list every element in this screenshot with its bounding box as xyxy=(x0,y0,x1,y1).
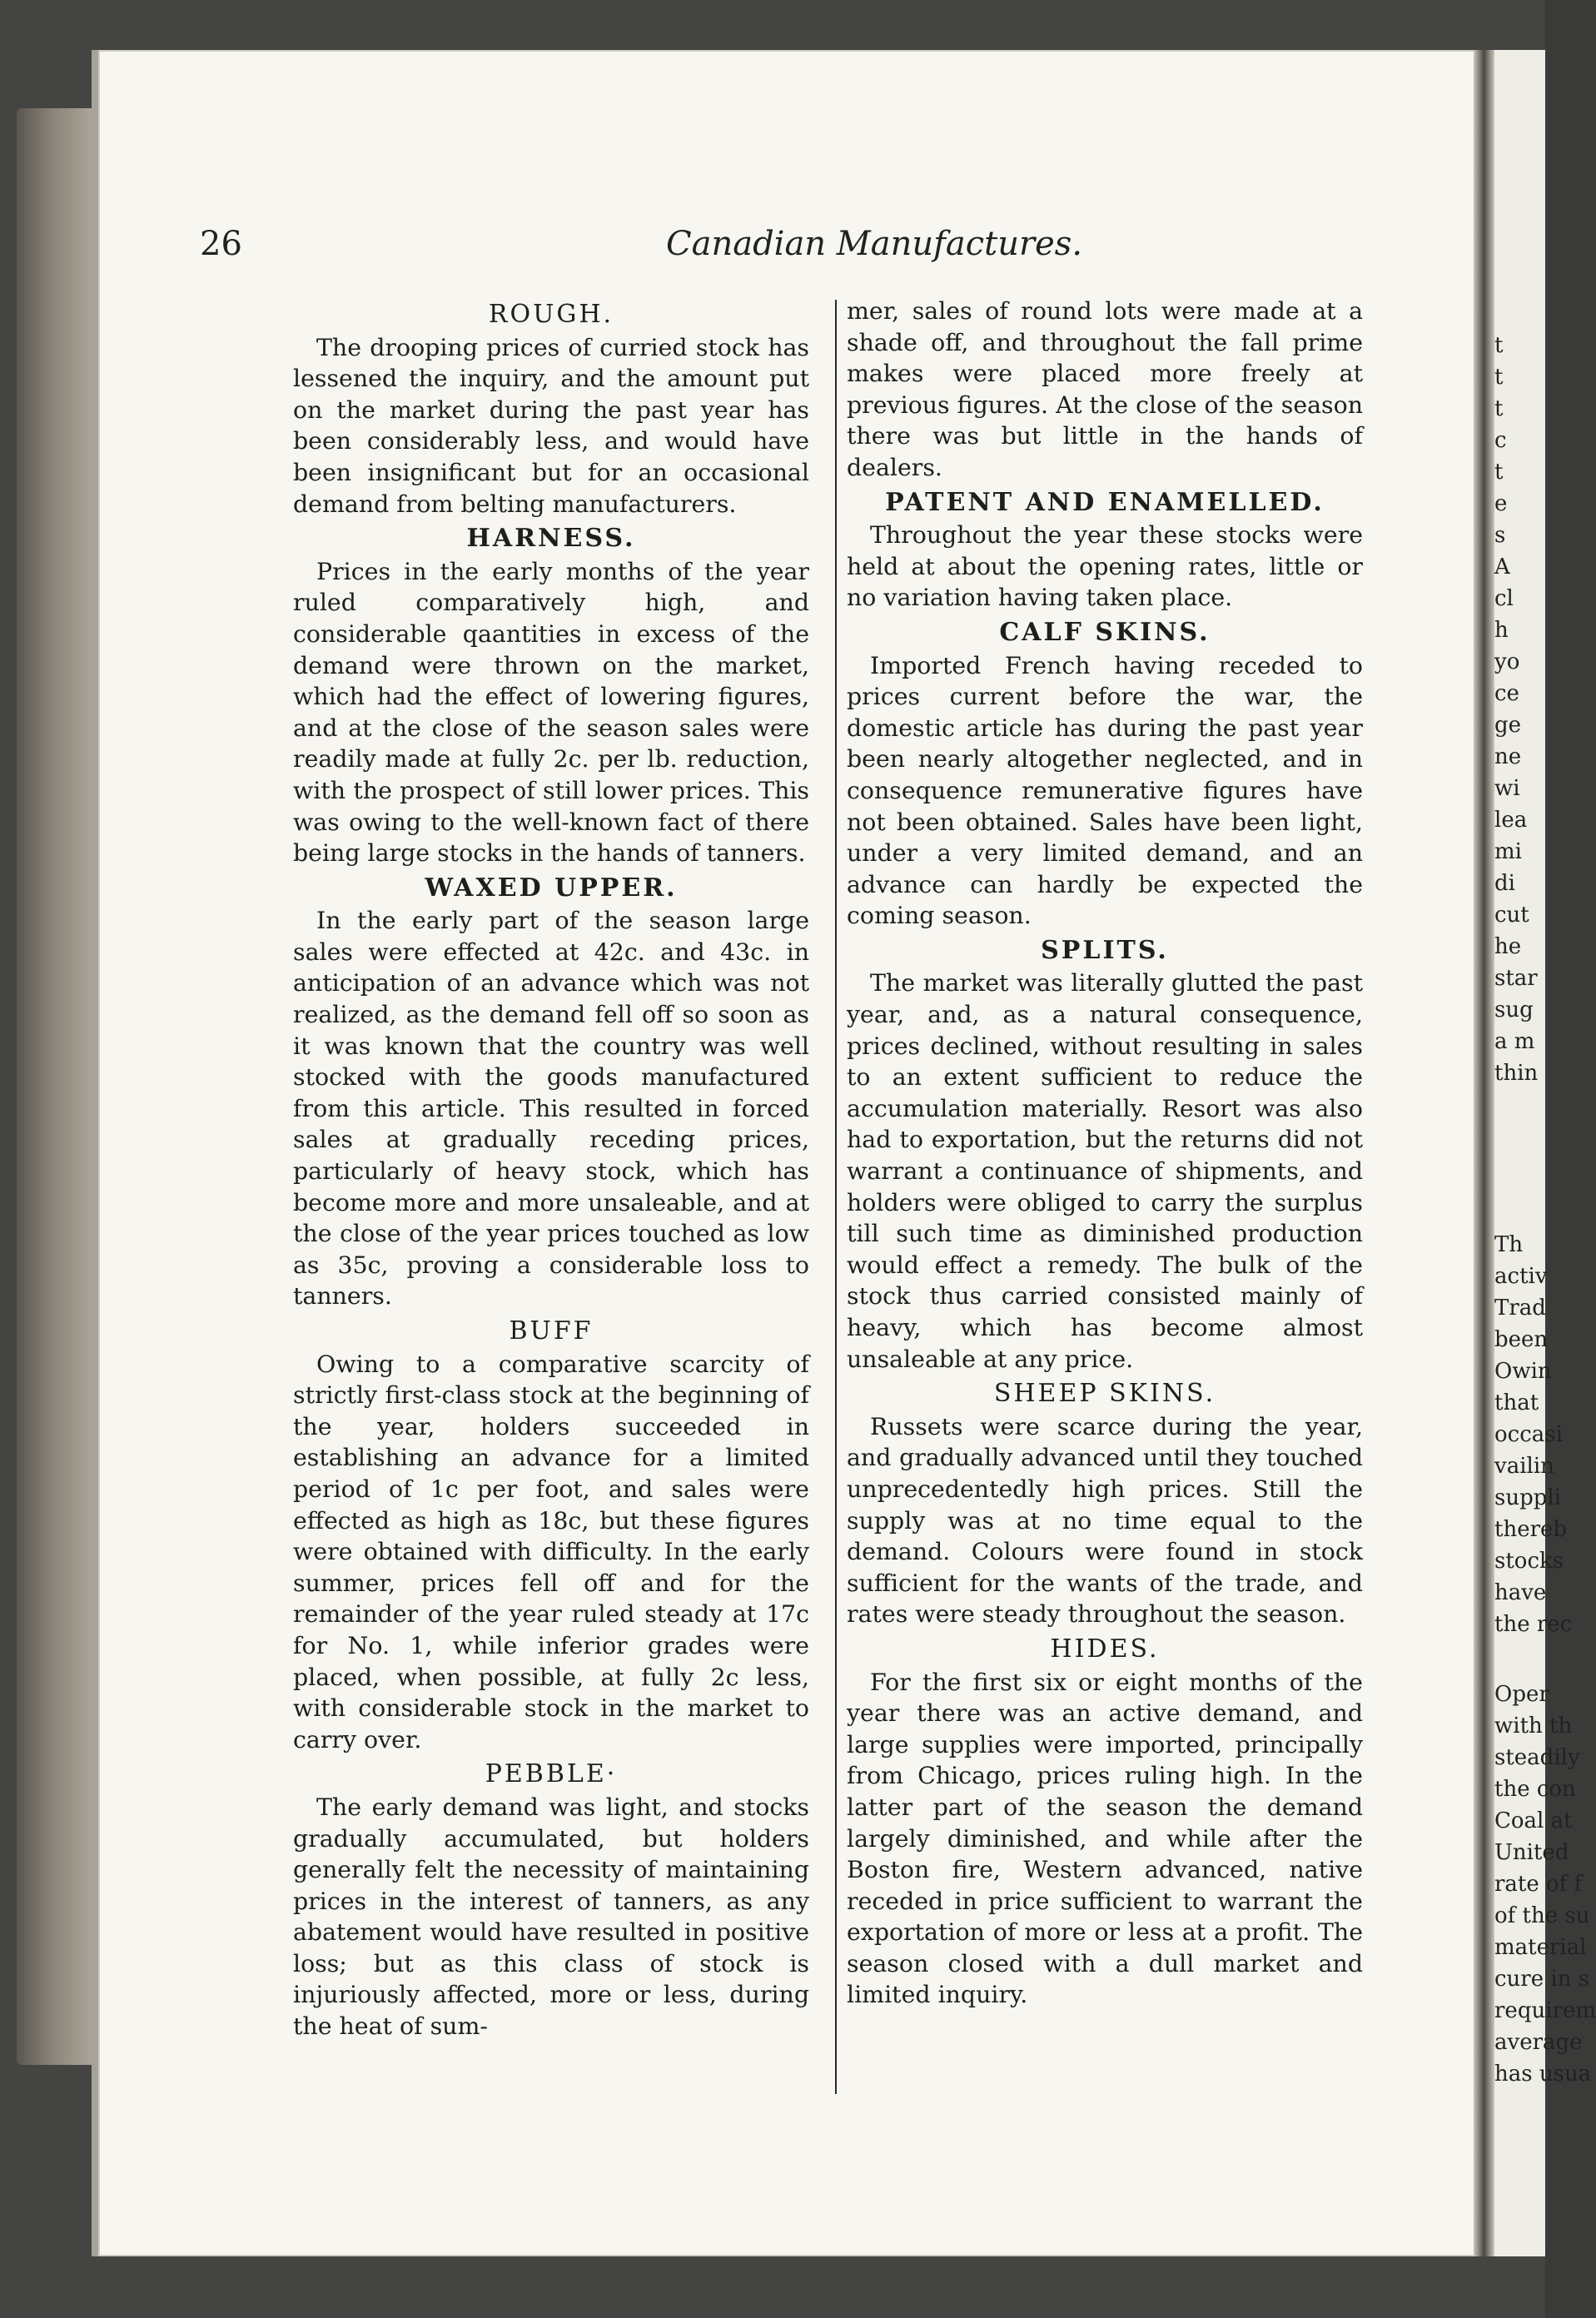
facing-page-text-fragment: e xyxy=(1494,491,1508,516)
facing-page-text-fragment: Oper xyxy=(1494,1682,1549,1707)
section-heading-patent: PATENT AND ENAMELLED. xyxy=(885,487,1325,517)
facing-page-text-fragment: requirem xyxy=(1494,1998,1596,2023)
facing-page-text-fragment: Owin xyxy=(1494,1359,1552,1384)
book-gutter xyxy=(1474,50,1494,2256)
facing-page-text-fragment: United xyxy=(1494,1840,1569,1865)
page-header xyxy=(200,225,1083,275)
facing-page-text-fragment: c xyxy=(1494,428,1507,453)
facing-page-text-fragment: the con xyxy=(1494,1777,1576,1802)
paragraph-pebble-continued: mer, sales of round lots were made at a shade off, and throughout the fall prime makes were placed more freely at previous figures. At the close of the season there was but little in the hands of dealers. xyxy=(847,297,1363,481)
paragraph-sheep-skins: Russets were scarce during the year, and gradually advanced until they touched unprecedentedly high prices. Still the supply was at no time equal to the demand. Colours were found in stock sufficient for the wants of the trade, and rates were steady throughout the season. xyxy=(847,1412,1363,1629)
running-title: Canadian Manufactures. xyxy=(666,225,1083,263)
facing-page-text-fragment: ge xyxy=(1494,713,1522,738)
facing-page-text-fragment: average xyxy=(1494,2030,1583,2055)
facing-page-text-fragment: Coal at xyxy=(1494,1808,1573,1833)
facing-page-text-fragment: thin xyxy=(1494,1061,1539,1086)
paragraph-calf-skins: Imported French having receded to prices current before the war, the domestic article has during the past year been nearly altogether neglected, and in consequence remunerative figures have not been obtained. Sales have been light, under a very limited demand, and an advance can hardly be expected the coming season. xyxy=(847,651,1363,930)
facing-page-text-fragment: he xyxy=(1494,934,1522,959)
facing-page-text-fragment: steadily xyxy=(1494,1745,1580,1770)
paragraph-buff: Owing to a comparative scarcity of strictly first-class stock at the beginning of the year, holders succeeded in establishing an advance for a limited period of 1c per foot, and sales were effected as high as 18c, but these figures were obtained with difficulty. In the early summer, prices fell off and for the remainder of the year ruled steady at 17c for No. 1, while inferior grades were placed, when possible, at fully 2c less, with considerable stock in the market to carry over. xyxy=(293,1350,809,1753)
facing-page-edge xyxy=(1494,50,1596,2256)
facing-page-text-fragment: t xyxy=(1494,365,1504,390)
facing-page-text-fragment: star xyxy=(1494,966,1538,991)
section-heading-hides: HIDES. xyxy=(1050,1634,1160,1664)
facing-page-text-fragment: h xyxy=(1494,618,1509,643)
facing-page-text-fragment: has usua xyxy=(1494,2062,1592,2087)
column-divider xyxy=(835,300,837,2094)
facing-page-text-fragment: yo xyxy=(1494,649,1520,674)
facing-page-text-fragment: have xyxy=(1494,1580,1547,1605)
page-number: 26 xyxy=(200,225,242,263)
facing-page-text-fragment: been xyxy=(1494,1327,1549,1352)
facing-page-text-fragment: rate of f xyxy=(1494,1872,1583,1897)
facing-page-text-fragment: a m xyxy=(1494,1029,1535,1054)
facing-page-text-fragment: ce xyxy=(1494,681,1519,706)
facing-page-text-fragment: Th xyxy=(1494,1232,1524,1257)
section-heading-pebble: PEBBLE· xyxy=(485,1759,618,1789)
section-heading-calf-skins: CALF SKINS. xyxy=(999,617,1211,647)
facing-page-text-fragment: mi xyxy=(1494,839,1522,864)
facing-page-text-fragment: suppli xyxy=(1494,1485,1562,1510)
facing-page-text-fragment: lea xyxy=(1494,808,1528,833)
facing-page-text-fragment: vailin xyxy=(1494,1454,1554,1479)
paragraph-splits: The market was literally glutted the past year, and, as a natural consequence, prices declined, without resulting in sales to an extent sufficient to reduce the accumulation materially. Resort was also had to exportation, but the returns did not warrant a continuance of shipments, and holders were obliged to carry the surplus till such time as diminished production would effect a remedy. The bulk of the stock thus carried consisted mainly of heavy, which has become almost unsaleable at any price. xyxy=(847,969,1363,1373)
facing-page-text-fragment: stocks xyxy=(1494,1549,1564,1574)
paragraph-patent: Throughout the year these stocks were held at about the opening rates, little or no variation having taken place. xyxy=(847,521,1363,612)
facing-page-text-fragment: occasi xyxy=(1494,1422,1563,1447)
section-heading-harness: HARNESS. xyxy=(466,524,636,554)
paragraph-harness: Prices in the early months of the year ruled comparatively high, and considerable qaantities in excess of the demand were thrown on the market, which had the effect of lowering figures, and at the close of the season sales were readily made at fully 2c. per lb. reduction, with the prospect of still lower prices. This was owing to the well-known fact of there being large stocks in the hands of tanners. xyxy=(293,557,809,868)
facing-page-text-fragment: cl xyxy=(1494,586,1514,611)
facing-page-text-fragment: Trad xyxy=(1494,1296,1546,1321)
facing-page-text-fragment: of the su xyxy=(1494,1903,1590,1928)
paragraph-waxed-upper: In the early part of the season large sales were effected at 42c. and 43c. in anticipation of an advance which was not realized, as the demand fell off so soon as it was known that the country was well stocked with the goods manufactured from this article. This resulted in forced sales at gradually receding prices, particularly of heavy stock, which has become more and more unsaleable, and at the close of the year prices touched as low as 35c, proving a considerable loss to tanners. xyxy=(293,907,809,1311)
section-heading-rough: ROUGH. xyxy=(488,300,614,329)
facing-page-text-fragment: cure in s xyxy=(1494,1967,1590,1992)
right-column xyxy=(847,296,1363,2011)
facing-page-text-fragment: thereb xyxy=(1494,1517,1568,1542)
facing-page-text-fragment: that xyxy=(1494,1390,1539,1415)
facing-page-text-fragment: the rec xyxy=(1494,1612,1573,1637)
facing-page-text-fragment: t xyxy=(1494,460,1504,485)
facing-page-text-fragment: t xyxy=(1494,333,1504,358)
paragraph-rough: The drooping prices of curried stock has lessened the inquiry, and the amount put on the market during the past year has been considerably less, and would have been insignificant but for an occasional demand from belting manufacturers. xyxy=(293,333,809,518)
paragraph-hides: For the first six or eight months of the year there was an active demand, and large supplies were imported, principally from Chicago, prices ruling high. In the latter part of the season the demand largely diminished, and while after the Boston fire, Western advanced, native receded in price sufficient to warrant the exportation of more or less at a profit. The season closed with a dull market and limited inquiry. xyxy=(847,1668,1363,2009)
facing-page-text-fragment: with th xyxy=(1494,1714,1573,1738)
facing-page-text-fragment: activ xyxy=(1494,1264,1548,1289)
facing-page-text-fragment: sug xyxy=(1494,997,1534,1022)
facing-page-text-fragment: t xyxy=(1494,396,1504,421)
facing-page-text-fragment: cut xyxy=(1494,903,1529,928)
facing-page-text-fragment: material xyxy=(1494,1935,1587,1960)
section-heading-splits: SPLITS. xyxy=(1041,935,1169,965)
paragraph-pebble: The early demand was light, and stocks gradually accumulated, but holders generally felt the necessity of maintaining prices in the interest of tanners, as any abatement would have resulted in positive loss; but as this class of stock is injuriously affected, more or less, during the heat of sum- xyxy=(293,1793,809,2041)
facing-page-text-fragment: ne xyxy=(1494,744,1522,769)
facing-page-text-fragment: wi xyxy=(1494,776,1520,801)
facing-page-text-fragment: s xyxy=(1494,523,1506,548)
facing-page-text-fragment: di xyxy=(1494,871,1515,896)
section-heading-waxed-upper: WAXED UPPER. xyxy=(425,873,678,903)
section-heading-sheep-skins: SHEEP SKINS. xyxy=(993,1379,1216,1409)
section-heading-buff: BUFF xyxy=(509,1316,594,1346)
left-column xyxy=(293,296,809,2042)
facing-page-text-fragment: A xyxy=(1494,555,1510,580)
